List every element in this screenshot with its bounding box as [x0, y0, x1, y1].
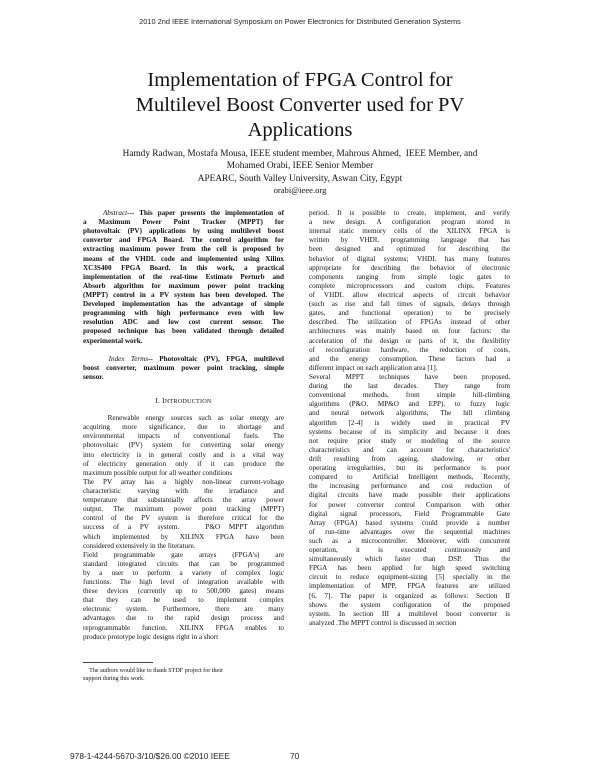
body-text-line: appropriate for describing the behavior of electronic [309, 263, 510, 272]
paper-title [60, 68, 540, 143]
body-text-line: output. The maximum power point tracking (MPPT) [83, 505, 284, 514]
author-line: Mohamed Orabi, IEEE Senior Member [226, 161, 374, 171]
body-text-line: advantages due to the rapid design process and [83, 614, 284, 623]
conference-header: 2010 2nd IEEE International Symposium on Power Electronics for Distributed Generation Systems [139, 17, 461, 26]
body-text-line: and the energy consumption. These factors had a [309, 354, 510, 363]
body-text-line: and neural network algorithms, The hill climbing [309, 409, 510, 418]
body-text-line: compared to Artificial Intelligent methods, Recently, [309, 473, 510, 482]
body-text-line: algorithms (P&O, MP&O and EPP), to fuzzy logic [309, 400, 510, 409]
body-text-line: characteristics and can account for characteristics' [309, 445, 510, 454]
title-line: Implementation of FPGA Control for [147, 69, 453, 91]
index-terms [83, 355, 284, 382]
body-text-line: The PV array has a highly non-linear current-voltage [83, 477, 284, 486]
body-text-line: reprogrammable function. XILINX FPGA enables to [83, 623, 284, 632]
abstract-line: XC3S400 FPGA Board. In this work, a practical [83, 263, 284, 272]
abstract [83, 209, 284, 346]
body-text-line: acquiring more significance, due to shortage and [83, 423, 284, 432]
body-text-line: gates, and functional operation) to be precisely [309, 309, 510, 318]
body-text-line: shows the system configuration of the proposed [309, 600, 510, 609]
body-text-line: operating irregularities, but its performance is poor [309, 464, 510, 473]
isbn-copyright: 978-1-4244-5670-3/10/$26.00 ©2010 IEEE [70, 751, 230, 761]
body-text-line: simultaneously which faster than DSP. Thus the [309, 555, 510, 564]
body-text-line: not require prior study or modeling of the source [309, 436, 510, 445]
body-text-line: described. The utilization of FPGAs instead of other [309, 318, 510, 327]
title-line: Multilevel Boost Converter used for PV [135, 94, 465, 116]
footnote-divider [83, 662, 153, 663]
abstract-line: Abstract--- This paper presents the implementation of [102, 209, 284, 217]
footnote-line: support during this work. [83, 676, 145, 683]
body-text-line: written by VHDL programming language that has [309, 236, 510, 245]
body-text-line: Array (FPGA) based systems could provide a number [309, 518, 510, 527]
body-text-line: of run-time advantages over the sequential machines [309, 527, 510, 536]
index-terms-line: boost converter, maximum power point tracking, simple [83, 363, 284, 372]
body-text-line: internal static memory cells of the XILINX FPGA is [309, 227, 510, 236]
body-text-line: period. It is possible to create, implement, and verify [309, 209, 510, 217]
index-terms-line: sensor. [83, 372, 104, 381]
abstract-line: proposed technique has been validated through detailed [83, 327, 284, 336]
index-terms-line: Index Terms-- Photovoltaic (PV), FPGA, multilevel [108, 354, 285, 363]
body-text-line: of reconfiguration hardware, the reduction of costs, [309, 345, 510, 354]
body-text-line: characteristic varying with the irradiance and [83, 486, 284, 495]
body-text-line: analyzed .The MPPT control is discussed in section [309, 618, 457, 627]
intro-text-left [83, 414, 284, 642]
body-text-line: that they can be used to implement complex [83, 596, 284, 605]
body-text-line: conventional methods, from simple hill-climbing [309, 391, 510, 400]
body-text-line: maximum possible output for all weather conditions [83, 468, 233, 477]
body-text-line: during the last decades. They range from [309, 382, 510, 391]
body-text-line: into electricity is in general costly and is a vital way [83, 450, 284, 459]
body-text-line: complete microprocessors and custom chips. Features [309, 281, 510, 290]
abstract-line: experimental work. [83, 336, 143, 345]
body-text-line: standard integrated circuits that can be programmed [83, 559, 284, 568]
body-text-line: Field programmable gate arrays (FPGA's) are [83, 550, 284, 559]
abstract-line: photovoltaic (PV) applications by using multilevel boost [83, 227, 284, 236]
body-text-line: photovoltaic (PV) system for converting solar energy [83, 441, 284, 450]
abstract-label: Abstract [102, 209, 128, 217]
body-text-line: operation, it is executed continuously and [309, 546, 510, 555]
body-text-line: Renewable energy sources such as solar energy are [83, 414, 284, 423]
body-text-line: functions. The high level of integration available with [83, 578, 284, 587]
body-text-line: environmental impacts of conventional fuels. The [83, 432, 284, 441]
abstract-body [83, 218, 284, 346]
body-text-line: FPGA has been applied for high speed switching [309, 564, 510, 573]
body-text-line: these devices (currently up to 500,000 gates) means [83, 587, 284, 596]
body-text-line: system. In section III a multilevel boost converter is [309, 609, 510, 618]
body-text-line: circuit to reduce equipment-sizing [5] specially in the [309, 573, 510, 582]
abstract-line: converter and FPGA Board. The control algorithm for [83, 236, 284, 245]
body-text-line: architectures was mainly based on four factors: the [309, 327, 510, 336]
body-text-line: different impact on each application area [1]. [309, 363, 438, 372]
body-text-line: electronic system. Furthermore, there are many [83, 605, 284, 614]
body-text-line: control of the PV system is therefore critical for the [83, 514, 284, 523]
affiliation: APEARC, South Valley University, Aswan City, Egypt [197, 174, 403, 184]
abstract-line: a Maximum Power Point Tracker (MPPT) for [83, 218, 284, 227]
abstract-line: extracting maximum power from the cell is proposed by [83, 245, 284, 254]
body-text-line: systems because of its simplicity and because it does [309, 427, 510, 436]
body-text-line: Several MPPT techniques have been proposed, [309, 372, 510, 381]
abstract-line: implementation of the real-time Estimate Perturb and [83, 272, 284, 281]
abstract-line: Developed implementation has the advantage of simple [83, 300, 284, 309]
page-number: 70 [290, 751, 300, 761]
body-text-line: a new design. A configuration program stored in [309, 218, 510, 227]
section-heading: I. INTRODUCTION [155, 395, 212, 405]
body-text-line: (such as rise and fall times of signals, delays through [309, 300, 510, 309]
body-text-line: such as a microcontroller. Moreover, with concurrent [309, 536, 510, 545]
author-email: orabi@ieee.org [273, 185, 327, 195]
body-text-line: behavior of digital systems; VHDL has many features [309, 254, 510, 263]
abstract-line: Absorb algorithm for maximum power point tracking [83, 281, 284, 290]
body-text-line: acceleration of the design or parts of it, the flexibility [309, 336, 510, 345]
index-terms-label: Index Terms [108, 354, 149, 363]
body-text-line: produce prototype logic designs right in a short [83, 632, 219, 641]
footnote-line: The authors would like to thank STDF project for their [89, 668, 223, 674]
body-text-line: drift resulting from ageing, shadowing, or other [309, 454, 510, 463]
left-column [83, 209, 284, 642]
abstract-line: resolution ADC and low cost current sensor. The [83, 318, 284, 327]
body-text-line: been designed and optimized for describing the [309, 245, 510, 254]
right-column [309, 209, 510, 628]
body-text-line: digital circuits have made possible their applications [309, 491, 510, 500]
body-text-line: of VHDL allow electrical aspects of circuit behavior [309, 290, 510, 299]
body-text-line: success of a PV system. P&O MPPT algorithm [83, 523, 284, 532]
body-text-line: by a user to perform a variety of complex logic [83, 568, 284, 577]
body-text-line: which implemented by XILINX FPGA have been [83, 532, 284, 541]
body-text-line: of electricity generation only if it can produce the [83, 459, 284, 468]
title-line: Applications [247, 119, 353, 141]
author-list [90, 148, 510, 172]
body-text-line: considered extensively in the literature. [83, 541, 196, 550]
abstract-line: means of the VHDL code and implemented using Xilinx [83, 254, 284, 263]
index-terms-body [83, 364, 284, 382]
body-text-line: for power converter control Comparison with other [309, 500, 510, 509]
body-text-line: digital signal processors, Field Programmable Gate [309, 509, 510, 518]
body-text-line: components ranging from simple logic gates to [309, 272, 510, 281]
body-text-line: the increasing performance and cost reduction of [309, 482, 510, 491]
footnote [83, 667, 284, 683]
body-text-line: [6, 7]. The paper is organized as follows: Section II [309, 591, 510, 600]
abstract-line: (MPPT) control in a PV system has been developed. The [83, 290, 284, 299]
intro-text-right [309, 209, 510, 628]
body-text-line: algorithm [2-4] is widely used in practical PV [309, 418, 510, 427]
abstract-line: programming with high performance even with low [83, 309, 284, 318]
body-text-line: temperature that substantially affects the array power [83, 496, 284, 505]
body-text-line: implementation of MPP, FPGA features are utilized [309, 582, 510, 591]
author-line: Hamdy Radwan, Mostafa Mousa, IEEE student member, Mahrous Ahmed, IEEE Member, and [122, 149, 478, 159]
